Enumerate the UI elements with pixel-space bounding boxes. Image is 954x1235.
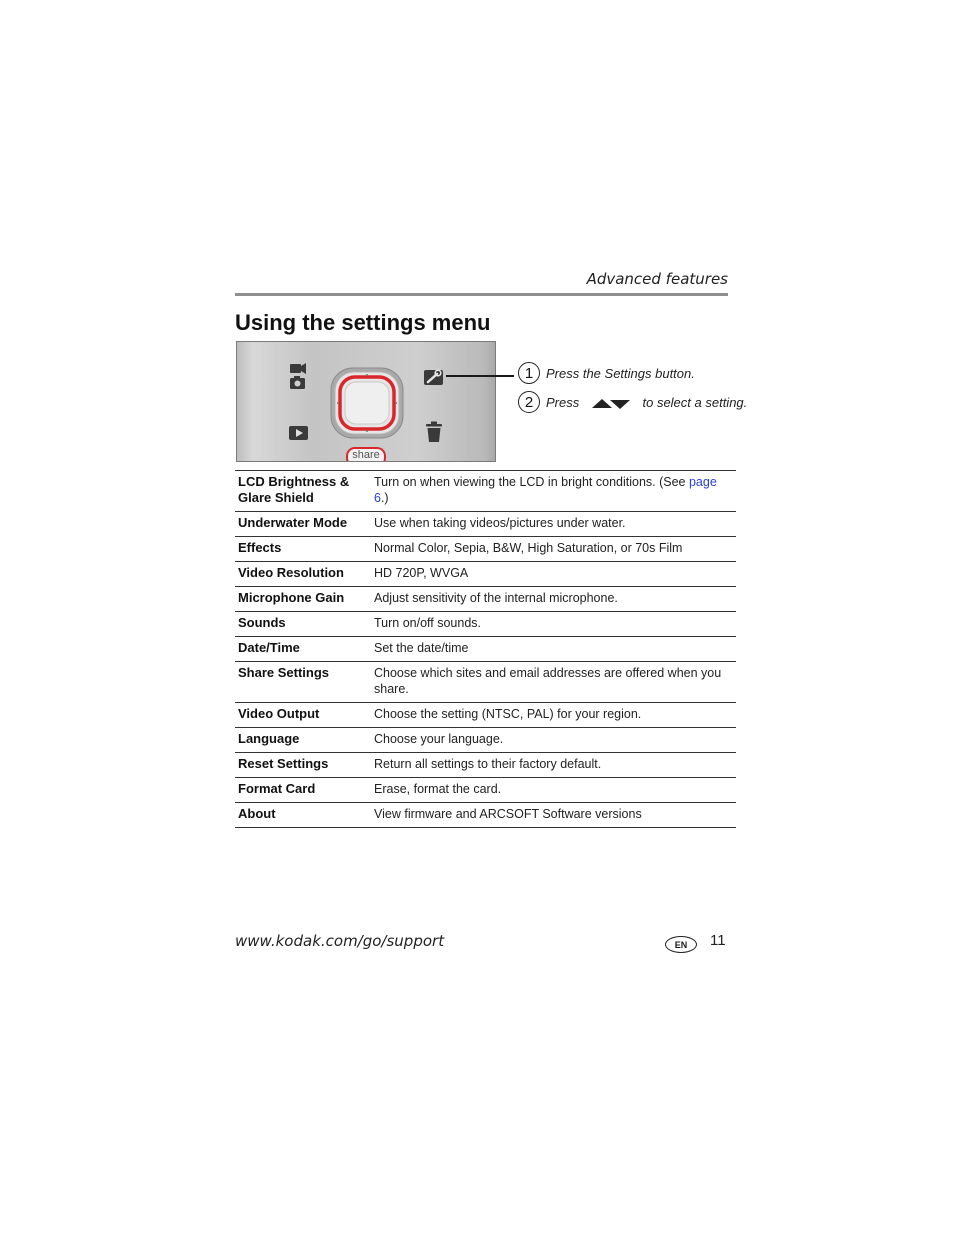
setting-name: Format Card	[235, 778, 371, 803]
page-link[interactable]: page 6	[374, 475, 717, 505]
setting-name: Language	[235, 728, 371, 753]
table-row	[235, 562, 736, 587]
setting-description: Normal Color, Sepia, B&W, High Saturation, or 70s Film	[371, 537, 736, 562]
setting-description: Erase, format the card.	[371, 778, 736, 803]
video-camera-icon	[290, 363, 306, 374]
settings-table	[235, 470, 736, 828]
setting-name: Microphone Gain	[235, 587, 371, 612]
step-text-before: Press	[546, 394, 580, 410]
still-camera-icon	[290, 376, 305, 389]
step-1	[518, 360, 695, 386]
callout-line	[446, 375, 514, 377]
setting-description: Adjust sensitivity of the internal microphone.	[371, 587, 736, 612]
table-row	[235, 703, 736, 728]
setting-name: About	[235, 803, 371, 828]
setting-name: Date/Time	[235, 637, 371, 662]
step-number: 2	[518, 391, 540, 413]
setting-description: Turn on when viewing the LCD in bright conditions. (See page 6.)	[371, 471, 736, 512]
setting-description: View firmware and ARCSOFT Software versions	[371, 803, 736, 828]
table-row	[235, 803, 736, 828]
step-2	[518, 389, 747, 415]
setting-name: Reset Settings	[235, 753, 371, 778]
table-row	[235, 778, 736, 803]
table-row	[235, 471, 736, 512]
language-badge: EN	[665, 936, 697, 953]
table-row	[235, 637, 736, 662]
settings-wrench-icon	[424, 370, 443, 385]
setting-description: Choose the setting (NTSC, PAL) for your region.	[371, 703, 736, 728]
table-row	[235, 612, 736, 637]
setting-name: Underwater Mode	[235, 512, 371, 537]
step-text-after: to select a setting.	[642, 394, 748, 410]
setting-description: Choose which sites and email addresses are offered when you share.	[371, 662, 736, 703]
setting-description: Turn on/off sounds.	[371, 612, 736, 637]
header-rule	[235, 293, 728, 296]
page-number: 11	[710, 932, 726, 949]
up-down-arrows-icon	[591, 397, 631, 409]
step-text: Press the Settings button.	[546, 365, 695, 381]
page-title: Using the settings menu	[235, 310, 491, 335]
table-row	[235, 753, 736, 778]
setting-name: Video Resolution	[235, 562, 371, 587]
setting-name: Effects	[235, 537, 371, 562]
step-text	[546, 395, 747, 410]
setting-description: Set the date/time	[371, 637, 736, 662]
trash-icon	[426, 422, 442, 443]
table-row	[235, 512, 736, 537]
navigation-pad	[331, 368, 403, 438]
setting-name: Video Output	[235, 703, 371, 728]
support-url[interactable]: www.kodak.com/go/support	[235, 932, 445, 950]
setting-name: LCD Brightness & Glare Shield	[235, 471, 371, 512]
table-row	[235, 728, 736, 753]
setting-description: Use when taking videos/pictures under water.	[371, 512, 736, 537]
setting-name: Share Settings	[235, 662, 371, 703]
step-number: 1	[518, 362, 540, 384]
setting-description: Choose your language.	[371, 728, 736, 753]
table-row	[235, 587, 736, 612]
setting-description: HD 720P, WVGA	[371, 562, 736, 587]
share-label: share	[352, 449, 380, 461]
running-header: Advanced features	[586, 270, 728, 288]
table-row	[235, 537, 736, 562]
camera-back-illustration	[236, 341, 496, 462]
setting-name: Sounds	[235, 612, 371, 637]
table-row	[235, 662, 736, 703]
playback-icon	[289, 426, 308, 440]
setting-description: Return all settings to their factory default.	[371, 753, 736, 778]
